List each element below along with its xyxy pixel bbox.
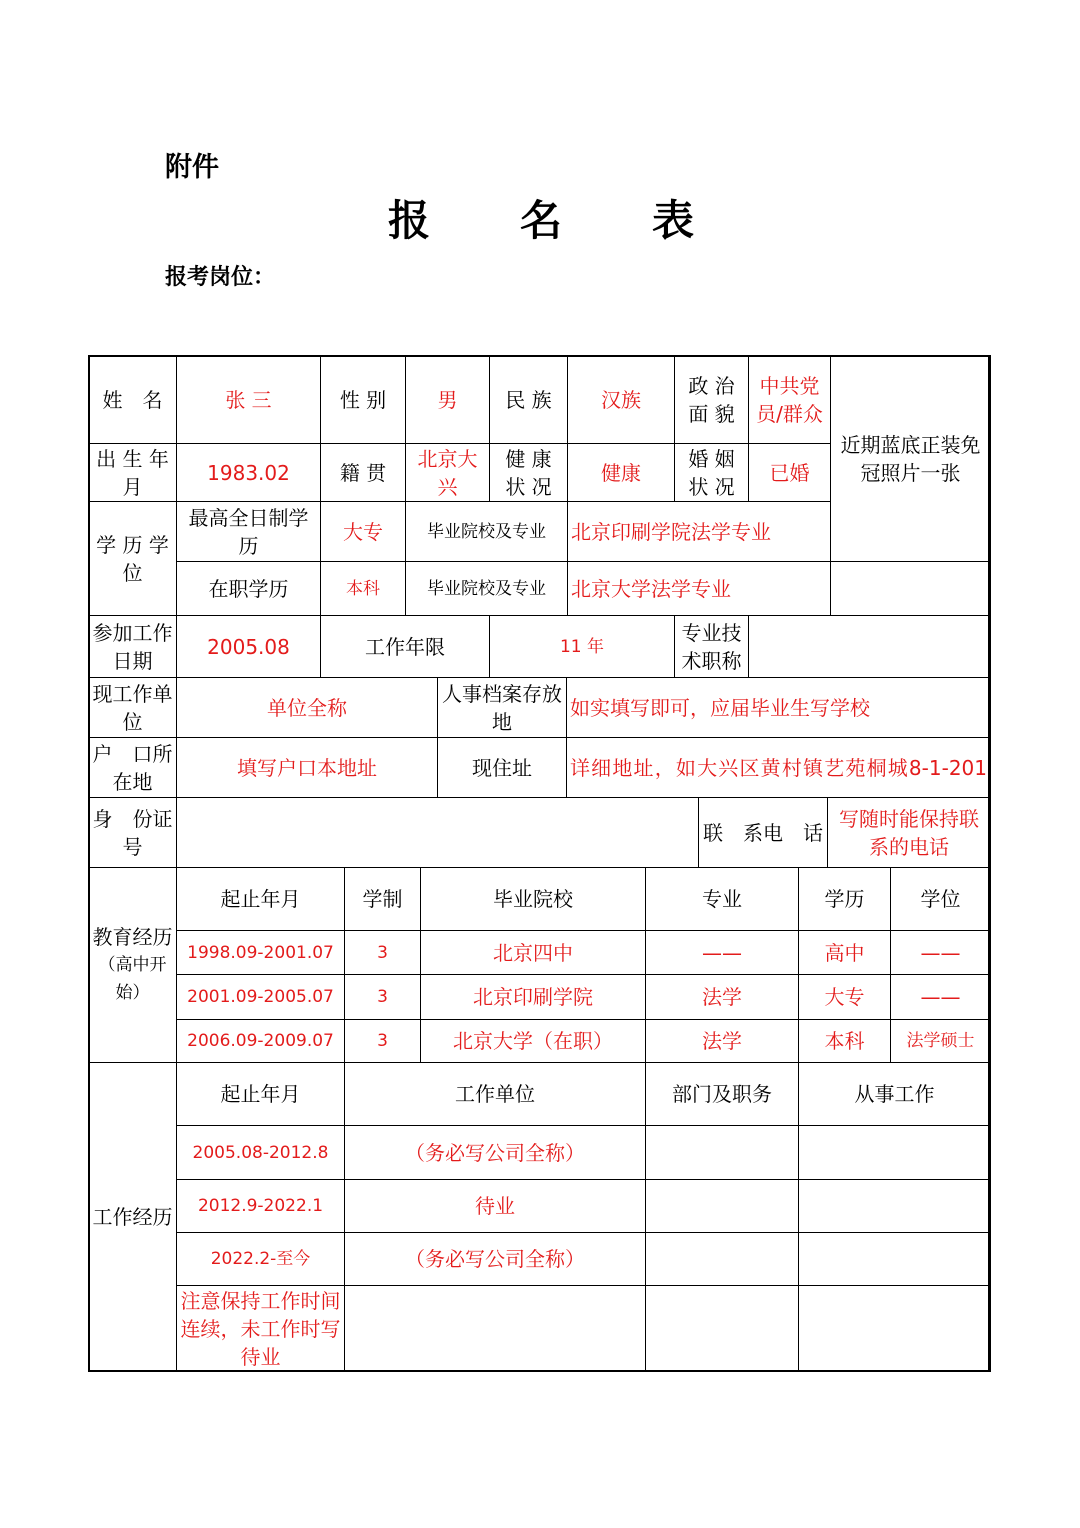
work-cell[interactable] [799,1180,991,1233]
work-cell[interactable] [646,1180,799,1233]
edu-cell[interactable]: —— [891,931,991,975]
work-cell[interactable] [799,1233,991,1286]
work-cell[interactable]: 2005.08-2012.8 [177,1126,345,1180]
hukou-field[interactable]: 填写户口本地址 [177,738,438,798]
unit-label: 现工作单 位 [89,678,177,738]
edu-header-academic: 学位 [891,868,991,931]
edu-header-school: 毕业院校 [421,868,646,931]
address-label: 现住址 [438,738,567,798]
attachment-label: 附件 [165,152,219,183]
registration-form [88,355,990,1372]
id-field[interactable] [177,798,699,868]
work-years-label: 工作年限 [321,616,490,678]
archive-field[interactable]: 如实填写即可，应届毕业生写学校 [567,678,991,738]
native-field[interactable]: 北京大兴 [406,444,490,502]
work-cell[interactable]: 2012.9-2022.1 [177,1180,345,1233]
edu-history-title: 教育经历 [92,925,173,949]
photo-box-lower[interactable] [831,562,991,616]
id-label: 身 份证 号 [89,798,177,868]
join-date-field[interactable]: 2005.08 [177,616,321,678]
birth-field[interactable]: 1983.02 [177,444,321,502]
edu-history-note: （高中开始） [98,955,167,1003]
table-row [89,1126,991,1180]
edu-cell[interactable]: 本科 [799,1020,891,1063]
marital-field[interactable]: 已婚 [749,444,831,502]
id-table [88,797,991,868]
edu-cell[interactable]: 1998.09-2001.07 [177,931,345,975]
birth-label: 出 生 年 月 [89,444,177,502]
edu-cell[interactable]: 2006.09-2009.07 [177,1020,345,1063]
work-history-label: 工作经历 [89,1063,177,1372]
education-label: 学 历 学 位 [89,502,177,616]
table-row [89,1020,991,1063]
table-row [89,1180,991,1233]
title-char-2: 名 [520,196,563,245]
work-cell[interactable] [646,1286,799,1372]
table-row [89,1233,991,1286]
health-field[interactable]: 健康 [568,444,675,502]
phone-field[interactable]: 写随时能保持联系的电话 [828,798,991,868]
title-char-3: 表 [652,196,695,245]
ethnic-label: 民 族 [490,356,568,444]
unit-field[interactable]: 单位全称 [177,678,438,738]
work-cell[interactable]: 待业 [345,1180,646,1233]
photo-box[interactable]: 近期蓝底正装免冠照片一张 [831,356,991,562]
table-row [89,931,991,975]
work-cell[interactable] [799,1286,991,1372]
address-field[interactable]: 详细地址，如大兴区黄村镇艺苑桐城8-1-201 [567,738,991,798]
table-row [89,1286,991,1372]
work-cell[interactable]: 2022.2-至今 [177,1233,345,1286]
school-label-1: 毕业院校及专业 [406,502,568,562]
edu-header-period: 起止年月 [177,868,345,931]
marital-label: 婚 姻 状 况 [675,444,749,502]
political-label: 政 治 面 貌 [675,356,749,444]
edu-cell[interactable]: —— [891,975,991,1020]
work-cell[interactable] [345,1286,646,1372]
phone-label: 联 系电 话 [699,798,828,868]
fulltime-label: 最高全日制学 历 [177,502,321,562]
gender-label: 性 别 [321,356,406,444]
work-header-job: 从事工作 [799,1063,991,1126]
edu-cell[interactable]: 北京印刷学院 [421,975,646,1020]
pro-title-field[interactable] [749,616,991,678]
edu-cell[interactable]: 3 [345,975,421,1020]
unit-table [88,677,991,798]
edu-cell[interactable]: 高中 [799,931,891,975]
archive-label: 人事档案存放地 [438,678,567,738]
edu-cell[interactable]: 3 [345,931,421,975]
work-note-cell[interactable]: 注意保持工作时间连续，未工作时写待业 [177,1286,345,1372]
school-field-1[interactable]: 北京印刷学院法学专业 [568,502,831,562]
hukou-label: 户 口所在地 [89,738,177,798]
join-date-label: 参加工作日期 [89,616,177,678]
native-label: 籍 贯 [321,444,406,502]
edu-header-degree: 学历 [799,868,891,931]
work-history-table [88,1062,991,1372]
work-cell[interactable]: （务必写公司全称） [345,1126,646,1180]
edu-header-length: 学制 [345,868,421,931]
work-header-period: 起止年月 [177,1063,345,1126]
work-header-unit: 工作单位 [345,1063,646,1126]
name-label: 姓 名 [89,356,177,444]
ethnic-field[interactable]: 汉族 [568,356,675,444]
edu-cell[interactable]: 大专 [799,975,891,1020]
edu-cell[interactable]: 法学 [646,1020,799,1063]
work-years-field[interactable]: 11 年 [490,616,675,678]
education-history-table [88,867,991,1063]
edu-cell[interactable]: 2001.09-2005.07 [177,975,345,1020]
post-label: 报考岗位： [165,265,276,290]
edu-cell[interactable]: 法学 [646,975,799,1020]
edu-cell[interactable]: 北京四中 [421,931,646,975]
work-cell[interactable] [646,1233,799,1286]
edu-cell[interactable]: 法学硕士 [891,1020,991,1063]
work-cell[interactable] [799,1126,991,1180]
work-header-dept: 部门及职务 [646,1063,799,1126]
edu-header-major: 专业 [646,868,799,931]
health-label: 健 康 状 况 [490,444,568,502]
inservice-field[interactable]: 本科 [321,562,406,616]
form-title [388,188,694,248]
gender-field[interactable]: 男 [406,356,490,444]
inservice-label: 在职学历 [177,562,321,616]
fulltime-field[interactable]: 大专 [321,502,406,562]
table-row [89,975,991,1020]
name-field[interactable]: 张 三 [177,356,321,444]
basic-info-table [88,355,991,678]
school-label-2: 毕业院校及专业 [406,562,568,616]
school-field-2[interactable]: 北京大学法学专业 [568,562,831,616]
title-char-1: 报 [388,196,431,245]
edu-history-label [89,868,177,1063]
political-field[interactable]: 中共党员/群众 [749,356,831,444]
edu-cell[interactable]: 北京大学（在职） [421,1020,646,1063]
edu-cell[interactable]: —— [646,931,799,975]
edu-cell[interactable]: 3 [345,1020,421,1063]
pro-title-label: 专业技术职称 [675,616,749,678]
work-cell[interactable]: （务必写公司全称） [345,1233,646,1286]
work-cell[interactable] [646,1126,799,1180]
